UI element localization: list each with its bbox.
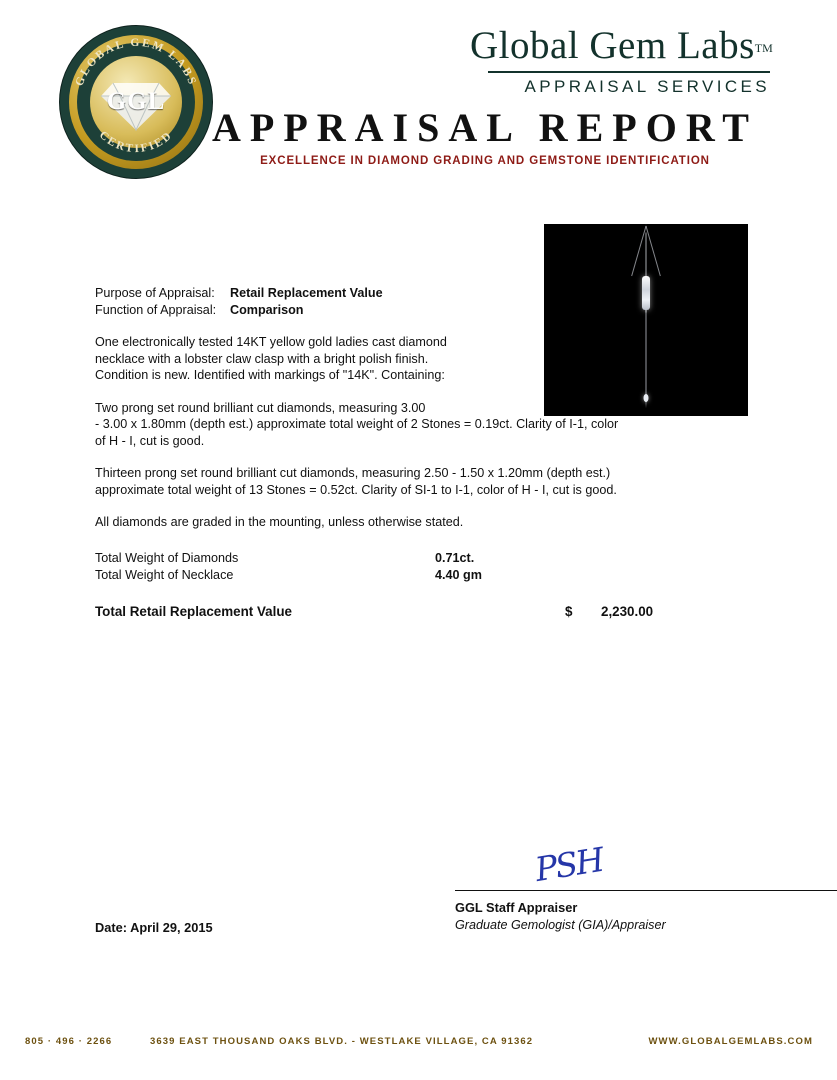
total-diamonds-value: 0.71ct. — [435, 550, 475, 565]
signature-line — [455, 890, 837, 891]
grand-total-label: Total Retail Replacement Value — [95, 603, 292, 619]
item-description — [95, 334, 755, 384]
seal-arc-top: GLOBAL GEM LABS — [73, 36, 199, 88]
item-description-line-3: Condition is new. Identified with markings of "14K". Containing: — [95, 368, 445, 382]
document-footer — [0, 1036, 837, 1054]
grand-total-amount: 2,230.00 — [601, 603, 654, 619]
title-block — [205, 104, 765, 167]
stone-group-1 — [95, 400, 755, 450]
item-description-line-2: necklace with a lobster claw clasp with a bright polish finish. — [95, 351, 429, 366]
brand-services: APPRAISAL SERVICES — [524, 77, 770, 96]
grand-total-currency: $ — [565, 603, 573, 619]
stone-group-1-line-1: Two prong set round brilliant cut diamonds, measuring 3.00 — [95, 400, 426, 415]
footer-address: 3639 EAST THOUSAND OAKS BLVD. - WESTLAKE VILLAGE, CA 91362 — [150, 1036, 534, 1047]
grading-note: All diamonds are graded in the mounting, unless otherwise stated. — [95, 515, 464, 529]
brand-name-text: Global Gem Labs — [470, 24, 755, 67]
total-necklace-value: 4.40 gm — [435, 567, 482, 582]
stone-group-1-line-3: of H - I, cut is good. — [95, 433, 205, 448]
appraiser-role: Graduate Gemologist (GIA)/Appraiser — [455, 918, 666, 932]
brand-block — [470, 24, 773, 97]
function-value: Comparison — [230, 302, 304, 317]
document-body — [95, 285, 755, 620]
appraisal-date: Date: April 29, 2015 — [95, 920, 213, 935]
stone-group-2-line-2: approximate total weight of 13 Stones = 0.52ct. Clarity of SI-1 to I-1, color of H - I, cut is good. — [95, 482, 617, 497]
table-row — [95, 567, 755, 584]
appraiser-name: GGL Staff Appraiser — [455, 900, 578, 915]
function-label: Function of Appraisal: — [95, 302, 217, 317]
certification-seal — [60, 26, 212, 178]
footer-phone: 805 · 496 · 2266 — [25, 1036, 113, 1047]
total-diamonds-label: Total Weight of Diamonds — [95, 550, 239, 565]
stone-group-1-line-2: - 3.00 x 1.80mm (depth est.) approximate total weight of 2 Stones = 0.19ct. Clarity of I-1, color — [95, 417, 619, 431]
brand-divider — [488, 71, 770, 73]
brand-name — [470, 24, 773, 68]
total-necklace-label: Total Weight of Necklace — [95, 567, 234, 582]
stone-group-2-line-1: Thirteen prong set round brilliant cut diamonds, measuring 2.50 - 1.50 x 1.20mm (depth est.) — [95, 466, 611, 480]
signature-mark: PSH — [532, 839, 606, 890]
chain-left-strand — [631, 226, 646, 276]
purpose-row — [95, 285, 755, 302]
header-tagline: EXCELLENCE IN DIAMOND GRADING AND GEMSTONE IDENTIFICATION — [260, 155, 710, 167]
function-row — [95, 302, 755, 319]
document-header — [0, 0, 837, 185]
page-title: APPRAISAL REPORT — [212, 105, 758, 150]
table-row — [95, 550, 755, 567]
grand-total-row — [95, 604, 755, 621]
purpose-label: Purpose of Appraisal: — [95, 286, 215, 300]
stone-group-2 — [95, 465, 755, 498]
footer-website: WWW.GLOBALGEMLABS.COM — [648, 1036, 813, 1047]
totals-table — [95, 550, 755, 584]
seal-arc-bottom: CERTIFIED — [96, 129, 176, 156]
chain-right-strand — [646, 226, 661, 276]
purpose-value: Retail Replacement Value — [230, 286, 383, 300]
trademark-symbol: TM — [754, 41, 773, 55]
item-description-line-1: One electronically tested 14KT yellow gold ladies cast diamond — [95, 335, 447, 349]
seal-monogram: GGL — [106, 88, 166, 115]
